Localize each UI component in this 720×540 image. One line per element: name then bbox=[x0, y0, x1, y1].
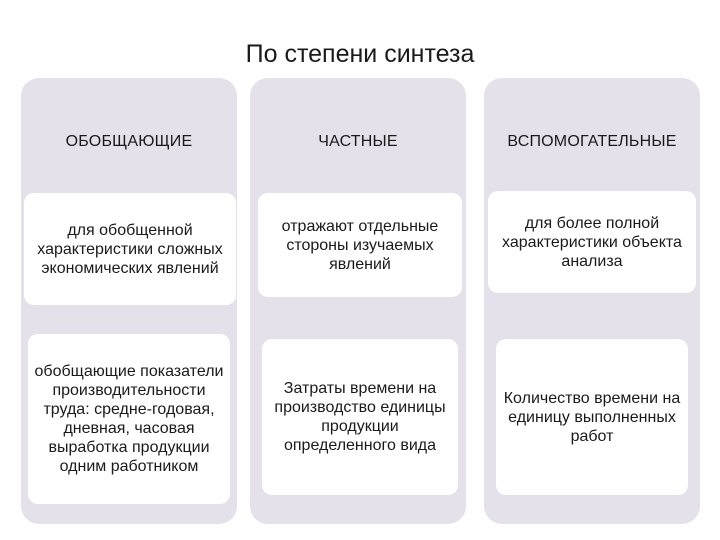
column-description-box bbox=[488, 191, 696, 293]
column-header: ВСПОМОГАТЕЛЬНЫЕ bbox=[507, 133, 677, 150]
column-example-box bbox=[28, 334, 230, 504]
column-example: Количество времени на единицу выполненных работ bbox=[503, 389, 681, 445]
column-particular bbox=[250, 78, 466, 524]
column-generalizing bbox=[21, 78, 237, 524]
column-auxiliary bbox=[484, 78, 700, 524]
column-description-box bbox=[258, 193, 462, 297]
column-example: обобщающие показатели производительности труда: средне-годовая, дневная, часовая выработка продукции одним работником bbox=[34, 363, 224, 475]
column-description: для более полной характеристики объекта анализа bbox=[502, 214, 682, 270]
column-example: Затраты времени на производство единицы продукции определенного вида bbox=[274, 380, 446, 454]
slide-title: По степени синтеза bbox=[245, 40, 475, 68]
column-description: отражают отдельные стороны изучаемых явлений bbox=[281, 217, 439, 273]
column-header: ОБОБЩАЮЩИЕ bbox=[65, 133, 193, 150]
column-example-box bbox=[496, 339, 688, 495]
column-example-box bbox=[262, 339, 458, 495]
column-header: ЧАСТНЫЕ bbox=[318, 133, 398, 150]
column-description: для обобщенной характеристики сложных экономических явлений bbox=[37, 221, 223, 277]
column-description-box bbox=[24, 193, 236, 305]
